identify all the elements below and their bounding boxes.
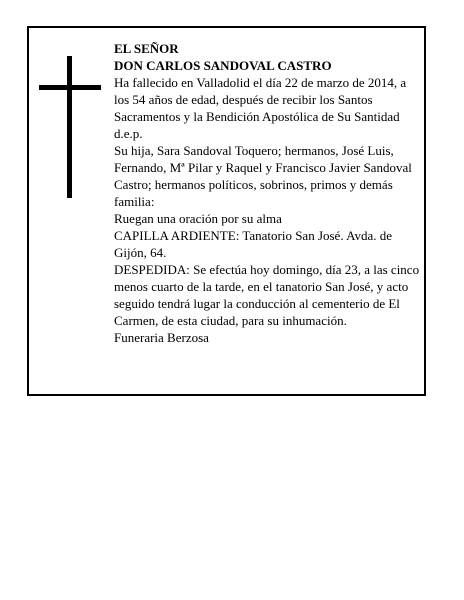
cross-icon: [39, 56, 101, 198]
family-list: Su hija, Sara Sandoval Toquero; hermanos, José Luis, Fernando, Mª Pilar y Raquel y Francisco Javier Sandoval Castro; hermanos políticos, sobrinos, primos y demás familia:: [114, 143, 412, 209]
notice-title-line1: EL SEÑOR: [114, 41, 179, 56]
funeral-home: Funeraria Berzosa: [114, 330, 209, 345]
farewell-info: DESPEDIDA: Se efectúa hoy domingo, día 23, a las cinco menos cuarto de la tarde, en el tanatorio San José, y acto seguido tendrá lugar la conducción al cementerio de El Carmen, de esta ciudad, para su inhumación.: [114, 262, 420, 328]
cross-vertical-bar: [67, 56, 72, 198]
cross-horizontal-bar: [39, 85, 101, 90]
death-announcement: Ha fallecido en Valladolid el día 22 de marzo de 2014, a los 54 años de edad, después de recibir los Santos Sacramentos y la Bendición Apostólica de Su Santidad d.e.p.: [114, 75, 407, 141]
chapel-info: CAPILLA ARDIENTE: Tanatorio San José. Avda. de Gijón, 64.: [114, 228, 393, 260]
notice-text: [114, 40, 424, 346]
prayer-request: Ruegan una oración por su alma: [114, 211, 282, 226]
obituary-notice: [27, 26, 426, 396]
deceased-name: DON CARLOS SANDOVAL CASTRO: [114, 58, 332, 73]
